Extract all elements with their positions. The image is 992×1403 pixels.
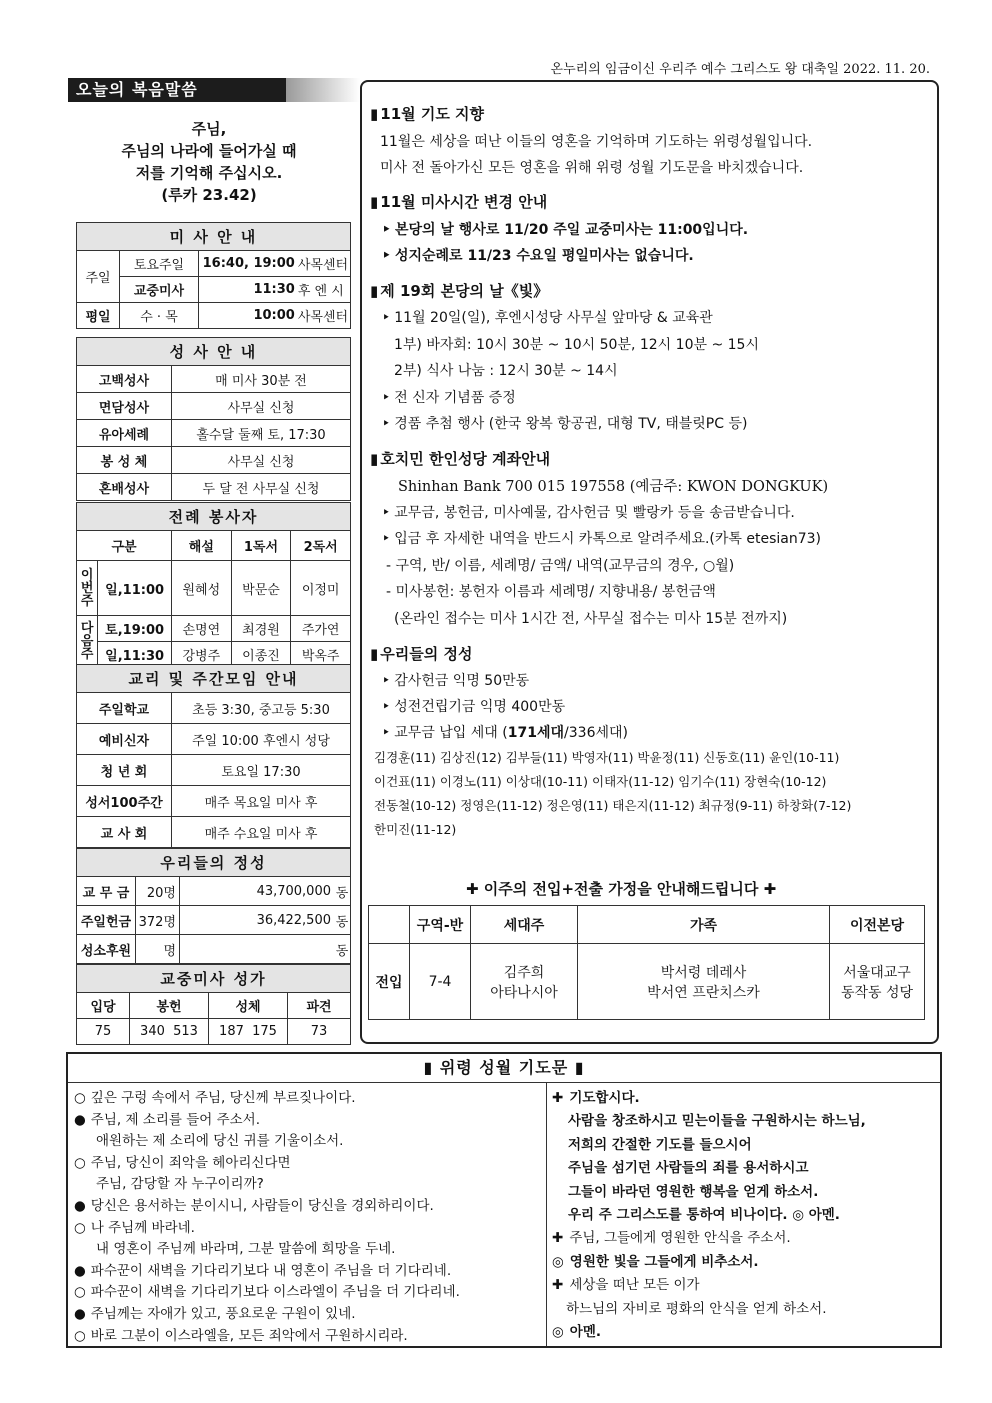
open-circle-icon: ○ xyxy=(74,1219,86,1236)
account-line: - 미사봉헌: 봉헌자 이름과 세례명/ 지향내용/ 봉헌금액 xyxy=(386,584,716,600)
servers-col: 2독서 xyxy=(291,531,351,561)
moving-prev-parish: 서울대교구 동작동 성당 xyxy=(830,944,925,1020)
meeting-value: 매주 목요일 미사 후 xyxy=(172,786,351,817)
sacrament-label: 유아세례 xyxy=(77,420,172,447)
double-circle-icon: ◎ xyxy=(552,1253,564,1270)
dues-names-line: 이건표(11) 이경노(11) 이상대(10-11) 이태자(11-12) 임기수(11) 장현숙(10-12) xyxy=(374,774,827,789)
sacrament-label: 고백성사 xyxy=(77,366,172,393)
prayer-left-line: 주님, 감당할 자 누구이리까? xyxy=(96,1176,264,1193)
sacrament-value: 두 달 전 사무실 신청 xyxy=(172,474,351,501)
meeting-label: 성서100주간 xyxy=(77,786,172,817)
prayer-left-line: ● 주님, 제 소리를 들어 주소서. xyxy=(74,1111,260,1128)
mass-place: 사목센터 xyxy=(298,303,351,329)
server-reader1: 이종진 xyxy=(231,642,291,668)
prayer-right-line: ◎ 영원한 빛을 그들에게 비추소서. xyxy=(552,1253,759,1270)
gospel-heading-fade xyxy=(286,78,360,102)
account-line: - 구역, 반/ 이름, 세례명/ 금액/ 내역(교무금의 경우, ○월) xyxy=(386,558,735,574)
server-commentator: 손명연 xyxy=(172,616,232,642)
prayer-header: ▮ 위령 성월 기도문 ▮ xyxy=(68,1054,940,1083)
dues-names xyxy=(374,746,929,842)
hymns-header: 교중미사 성가 xyxy=(77,965,351,993)
prayer-left-line: ○ 파수꾼이 새벽을 기다리기보다 이스라엘이 주님을 더 기다리네. xyxy=(74,1284,460,1301)
offering-header: 우리들의 정성 xyxy=(77,849,351,877)
this-week-label: 이번주 xyxy=(77,561,98,616)
account-line: ‣ 교무금, 봉헌금, 미사예물, 감사헌금 및 빨랑카 등을 송금받습니다. xyxy=(382,502,795,522)
server-reader1: 박문순 xyxy=(231,561,291,616)
meeting-label: 청 년 회 xyxy=(77,755,172,786)
moving-col: 가족 xyxy=(578,906,830,944)
sacrament-value: 사무실 신청 xyxy=(172,393,351,420)
schedule-change-line: ‣ 성지순례로 11/23 수요일 평일미사는 없습니다. xyxy=(382,245,694,265)
prayer-divider xyxy=(546,1082,547,1346)
gospel-line: 주님, xyxy=(191,120,227,138)
meeting-value: 토요일 17:30 xyxy=(172,755,351,786)
servers-header: 전례 봉사자 xyxy=(77,503,351,531)
filled-circle-icon: ● xyxy=(74,1111,86,1128)
mass-time: 11:30 xyxy=(199,277,298,303)
servers-col: 구분 xyxy=(77,531,172,561)
moving-col-blank xyxy=(369,906,410,944)
meeting-label: 예비신자 xyxy=(77,724,172,755)
offering-count: 372명 xyxy=(136,906,180,935)
sacrament-value: 홀수달 둘째 토, 17:30 xyxy=(172,420,351,447)
dues-names-line: 한미진(11-12) xyxy=(374,822,457,837)
parish-day-line: ‣ 11월 20일(일), 후엔시성당 사무실 앞마당 & 교육관 xyxy=(382,307,713,327)
server-slot: 일,11:30 xyxy=(98,642,172,668)
bank-account: Shinhan Bank 700 015 197558 (예금주: KWON DONGKUK) xyxy=(398,479,829,495)
parish-day-line: ‣ 경품 추첨 행사 (한국 왕복 항공권, 대형 TV, 태블릿PC 등) xyxy=(382,413,747,433)
offering-unit: 동 xyxy=(334,906,351,935)
bulletin-date-title: 온누리의 임금이신 우리주 예수 그리스도 왕 대축일 2022. 11. 20. xyxy=(550,62,930,77)
hymn-value: 73 xyxy=(288,1019,351,1045)
mass-place: 사목센터 xyxy=(298,251,351,277)
prayer-left-line: ● 파수꾼이 새벽을 기다리기보다 내 영혼이 주님을 더 기다리네. xyxy=(74,1262,452,1279)
sacrament-label: 봉 성 체 xyxy=(77,447,172,474)
prayer-right-line: 주님을 섬기던 사람들의 죄를 용서하시고 xyxy=(568,1160,809,1177)
prayer-right-line: ✚ 세상을 떠난 모든 이가 xyxy=(552,1277,700,1294)
offering-label: 교 무 금 xyxy=(77,877,136,906)
prayer-right-line: ✚ 기도합시다. xyxy=(552,1090,640,1106)
offering-amount: 43,700,000 xyxy=(180,877,335,906)
servers-col: 1독서 xyxy=(231,531,291,561)
server-commentator: 원혜성 xyxy=(172,561,232,616)
mass-name: 토요주일 xyxy=(120,251,199,277)
liturgy-servers-table xyxy=(76,502,351,668)
parish-day-line: 1부) 바자회: 10시 30분 ~ 10시 50분, 12시 10분 ~ 15시 xyxy=(394,337,759,353)
dues-names-line: 전동철(10-12) 정영은(11-12) 정은영(11) 태은지(11-12) 최규정(9-11) 하창화(7-12) xyxy=(374,798,852,813)
offering-amount: 36,422,500 xyxy=(180,906,335,935)
hymn-value: 187 175 xyxy=(209,1019,288,1045)
devotion-line: ‣ 성전건립기금 익명 400만동 xyxy=(382,696,565,716)
server-slot: 일,11:00 xyxy=(98,561,172,616)
filled-circle-icon: ● xyxy=(74,1262,86,1279)
cross-icon: ✚ xyxy=(552,1230,564,1247)
mass-name: 교중미사 xyxy=(120,277,199,303)
mass-time: 16:40, 19:00 xyxy=(199,251,298,277)
moving-col: 세대주 xyxy=(471,906,578,944)
sacrament-label: 면담성사 xyxy=(77,393,172,420)
server-reader1: 최경원 xyxy=(231,616,291,642)
offering-amount xyxy=(180,935,335,964)
account-title: ▮ 호치민 한인성당 계좌안내 xyxy=(370,448,550,469)
prayer-left-line: ○ 나 주님께 바라네. xyxy=(74,1219,195,1236)
meeting-label: 주일학교 xyxy=(77,693,172,724)
sunday-label: 주일 xyxy=(77,251,120,303)
hymn-value: 340 513 xyxy=(130,1019,209,1045)
parish-day-title: ▮ 제 19회 본당의 날《빛》 xyxy=(370,280,548,301)
meeting-value: 초등 3:30, 중고등 5:30 xyxy=(172,693,351,724)
moving-col: 구역-반 xyxy=(410,906,471,944)
offering-unit: 동 xyxy=(334,935,351,964)
mass-info-table xyxy=(76,222,351,329)
open-circle-icon: ○ xyxy=(74,1327,86,1344)
mass-time: 10:00 xyxy=(199,303,298,329)
moving-family: 박서령 데레사 박서연 프란치스카 xyxy=(578,944,830,1020)
double-circle-icon: ◎ xyxy=(552,1324,564,1340)
sacrament-label: 혼배성사 xyxy=(77,474,172,501)
server-slot: 토,19:00 xyxy=(98,616,172,642)
prayer-left-line: ● 주님께는 자애가 있고, 풍요로운 구원이 있네. xyxy=(74,1306,356,1322)
gospel-heading: 오늘의 복음말씀 xyxy=(68,78,286,102)
prayer-intention-line: 미사 전 돌아가신 모든 영혼을 위해 위령 성월 기도문을 바치겠습니다. xyxy=(380,160,804,176)
filled-circle-icon: ● xyxy=(74,1198,86,1214)
prayer-left-line: 애원하는 제 소리에 당신 귀를 기울이소서. xyxy=(96,1133,344,1150)
open-circle-icon: ○ xyxy=(74,1284,86,1301)
moving-families-title: ✚ 이주의 전입+전출 가정을 안내해드립니다 ✚ xyxy=(466,880,777,898)
server-commentator: 강병주 xyxy=(172,642,232,668)
mass-place: 후 엔 시 xyxy=(298,277,351,303)
sacrament-table xyxy=(76,337,351,501)
moving-head: 김주희 아타나시아 xyxy=(471,944,578,1020)
meeting-value: 매주 수요일 미사 후 xyxy=(172,817,351,848)
account-line: (온라인 접수는 미사 1시간 전, 사무실 접수는 미사 15분 전까지) xyxy=(394,611,788,627)
prayer-right-line: 하느님의 자비로 평화의 안식을 얻게 하소서. xyxy=(566,1300,827,1317)
server-reader2: 이정미 xyxy=(291,561,351,616)
moving-zone: 7-4 xyxy=(410,944,471,1020)
prayer-left-line: ○ 주님, 당신이 죄악을 헤아리신다면 xyxy=(74,1154,291,1171)
hymn-col: 파견 xyxy=(288,993,351,1019)
prayer-left-line: ○ 깊은 구렁 속에서 주님, 당신께 부르짖나이다. xyxy=(74,1090,356,1106)
prayer-left-line: ○ 바로 그분이 이스라엘을, 모든 죄악에서 구원하시리라. xyxy=(74,1327,408,1344)
prayer-right-line: ✚ 주님, 그들에게 영원한 안식을 주소서. xyxy=(552,1230,791,1247)
next-week-label: 다음주 xyxy=(77,616,98,668)
filled-circle-icon: ● xyxy=(74,1306,86,1322)
offering-label: 주일헌금 xyxy=(77,906,136,935)
server-reader2: 박옥주 xyxy=(291,642,351,668)
gospel-line: 주님의 나라에 들어가실 때 xyxy=(121,142,297,160)
meeting-value: 주일 10:00 후엔시 성당 xyxy=(172,724,351,755)
schedule-change-line: ‣ 본당의 날 행사로 11/20 주일 교중미사는 11:00입니다. xyxy=(382,219,748,239)
sacrament-value: 매 미사 30분 전 xyxy=(172,366,351,393)
prayer-right-line: 사람을 창조하시고 믿는이들을 구원하시는 하느님, xyxy=(568,1113,866,1130)
hymn-col: 성체 xyxy=(209,993,288,1019)
weekday-label: 평일 xyxy=(77,303,120,329)
cross-icon: ✚ xyxy=(552,1277,564,1294)
offering-table xyxy=(76,848,351,964)
cross-icon: ✚ xyxy=(552,1090,564,1106)
mass-info-header: 미 사 안 내 xyxy=(77,223,351,251)
prayer-right-line: 우리 주 그리스도를 통하여 비나이다. ◎ 아멘. xyxy=(568,1207,840,1223)
hymn-value: 75 xyxy=(77,1019,130,1045)
meetings-table xyxy=(76,664,351,848)
open-circle-icon: ○ xyxy=(74,1154,86,1171)
hymn-col: 봉헌 xyxy=(130,993,209,1019)
moving-families-table xyxy=(368,905,925,1020)
parish-day-line: 2부) 식사 나눔 : 12시 30분 ~ 14시 xyxy=(394,363,618,379)
open-circle-icon: ○ xyxy=(74,1090,86,1106)
prayer-right-line: 그들이 바라던 영원한 행복을 얻게 하소서. xyxy=(568,1183,819,1200)
account-line: ‣ 입금 후 자세한 내역을 반드시 카톡으로 알려주세요.(카톡 etesian73) xyxy=(382,528,821,548)
sacrament-header: 성 사 안 내 xyxy=(77,338,351,366)
devotion-line: ‣ 감사헌금 익명 50만동 xyxy=(382,670,529,690)
prayer-right-line: ◎ 아멘. xyxy=(552,1324,601,1340)
dues-line: ‣ 교무금 납입 세대 (171세대/336세대) xyxy=(382,722,628,742)
meetings-header: 교리 및 주간모임 안내 xyxy=(77,665,351,693)
moving-type: 전입 xyxy=(369,944,410,1020)
server-reader2: 주가연 xyxy=(291,616,351,642)
schedule-change-title: ▮ 11월 미사시간 변경 안내 xyxy=(370,191,547,212)
hymns-table xyxy=(76,964,351,1045)
gospel-verse xyxy=(68,118,350,206)
offering-count: 20명 xyxy=(136,877,180,906)
prayer-box xyxy=(66,1052,942,1348)
gospel-line: (루카 23.42) xyxy=(161,186,257,204)
offering-unit: 동 xyxy=(334,877,351,906)
prayer-intention-line: 11월은 세상을 떠난 이들의 영혼을 기억하며 기도하는 위령성월입니다. xyxy=(380,134,813,150)
devotion-title: ▮ 우리들의 정성 xyxy=(370,643,472,664)
offering-label: 성소후원 xyxy=(77,935,136,964)
mass-name: 수 · 목 xyxy=(120,303,199,329)
prayer-right-line: 저희의 간절한 기도를 들으시어 xyxy=(568,1136,752,1153)
servers-col: 해설 xyxy=(172,531,232,561)
hymn-col: 입당 xyxy=(77,993,130,1019)
sacrament-value: 사무실 신청 xyxy=(172,447,351,474)
offering-count: 명 xyxy=(136,935,180,964)
parish-day-line: ‣ 전 신자 기념품 증정 xyxy=(382,387,516,407)
prayer-intention-title: ▮ 11월 기도 지향 xyxy=(370,103,484,124)
prayer-left-line: ● 당신은 용서하는 분이시니, 사람들이 당신을 경외하리이다. xyxy=(74,1198,434,1214)
gospel-line: 저를 기억해 주십시오. xyxy=(135,164,283,182)
meeting-label: 교 사 회 xyxy=(77,817,172,848)
moving-col: 이전본당 xyxy=(830,906,925,944)
prayer-left-line: 내 영혼이 주님께 바라며, 그분 말씀에 희망을 두네. xyxy=(96,1241,396,1258)
dues-names-line: 김경훈(11) 김상진(12) 김부들(11) 박영자(11) 박윤정(11) 신동호(11) 윤인(10-11) xyxy=(374,750,840,765)
